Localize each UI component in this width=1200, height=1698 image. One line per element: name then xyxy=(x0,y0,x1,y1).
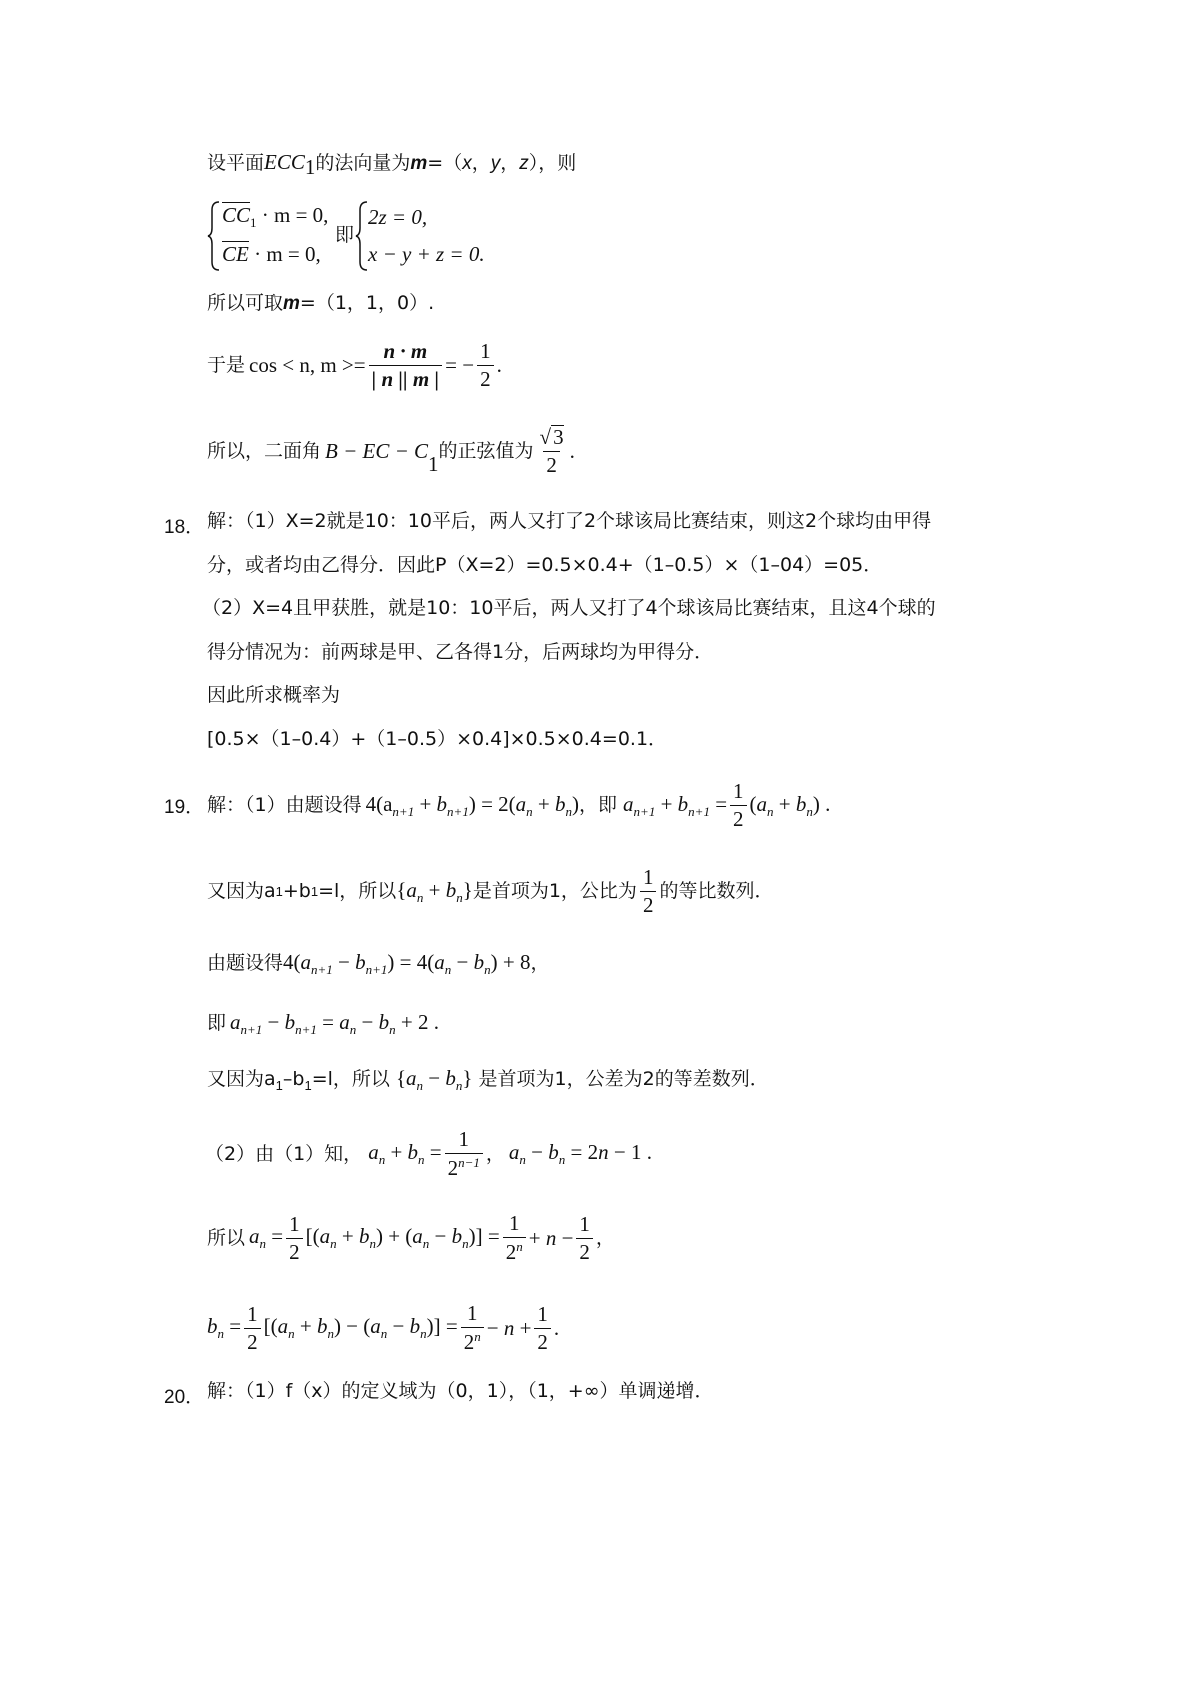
p19-ratio-fraction: $\frac{1}{2}$ xyxy=(640,866,657,917)
p19-line-1: 解：（1）由题设得 $4(a_{n+1} + b_{n+1}) = 2(a_n + b_n)$ ， 即 $a_{n+1} + b_{n+1}$ = $\frac{1}{2}$ $(a_n + b_n)$ . xyxy=(207,779,831,832)
system-right-eq-2: x − y + z = 0. xyxy=(368,242,485,266)
plane-normal-line: 设平面$ECC_1$的法向量为m=（x，y，z），则 xyxy=(207,150,577,179)
p19-line-5: 又因为$a_1-b_1=l$，所以 $\{a_n - b_n\}$ 是首项为1，公差为2的等差数列． xyxy=(207,1066,769,1094)
p19-bn-half: $\frac{1}{2}$ xyxy=(244,1303,261,1354)
system-connector: 即 xyxy=(335,224,355,246)
p20-line-1: 解：（1）f（x）的定义域为（0，1），（1，+∞）单调递增． xyxy=(207,1380,714,1402)
system-right-eq-1: 2z = 0, xyxy=(368,205,428,229)
p19-line-2: 又因为a 1 +b 1 =l，所以 $\{a_n + b_n\}$ 是首项为1，公比为 $\frac{1}{2}$ 的等比数列． xyxy=(207,865,774,918)
p19-an-pow: $\frac{1}{2^n}$ xyxy=(503,1212,526,1264)
problem-20-label: 20． xyxy=(164,1387,205,1408)
p18-line-5: 因此所求概率为 xyxy=(207,684,341,706)
cosine-line: 于是 cos < n, m >= $\frac{n \cdot m}{| n || m |}$ = − $\frac{1}{2}$ . xyxy=(207,339,502,392)
system-left-eq-1: $CC_1 \cdot m = 0$, xyxy=(222,203,329,231)
dihedral-sine-line: 所以，二面角 B − EC − C 1 的正弦值为 $\frac{√3}{2}$ . xyxy=(207,425,575,478)
sqrt3-over-2-fraction: $\frac{√3}{2}$ xyxy=(539,425,564,478)
choose-m-line: 所以可取m=（1，1，0）. xyxy=(207,292,435,314)
cosine-fraction: $\frac{n \cdot m}{| n || m |}$ xyxy=(369,340,443,391)
system-left-eq-2: CE · m = 0, xyxy=(222,242,321,266)
left-brace xyxy=(207,200,221,272)
p19-line-7: 所以 $a_n$ = $\frac{1}{2}$ $[(a_n + b_n) + (a_n - b_n)]$ = $\frac{1}{2^n}$ + n − $\frac{1}{2}$ ， xyxy=(207,1211,615,1265)
problem-19-label: 19． xyxy=(164,797,205,818)
p18-line-1: 解：（1）X=2就是10：10平后，两人又打了2个球该局比赛结束，则这2个球均由甲得 xyxy=(207,510,932,532)
p19-line-4: 即 $a_{n+1} - b_{n+1} = a_n - b_n + 2$ . xyxy=(207,1010,439,1038)
p19-bn-half-2: $\frac{1}{2}$ xyxy=(534,1303,551,1354)
p19-half-1: $\frac{1}{2}$ xyxy=(730,780,747,831)
p18-line-2: 分，或者均由乙得分．因此P（X=2）=0.5×0.4+（1–0.5）×（1–04）=05． xyxy=(207,554,883,576)
p19-line-6: （2）由（1）知， $a_n + b_n$ = $\frac{1}{2^{n-1}}$ ， $a_n - b_n = 2n - 1$ . xyxy=(205,1127,652,1181)
sqrt-sign: √ xyxy=(539,425,552,449)
p19-an-half: $\frac{1}{2}$ xyxy=(286,1213,303,1264)
p19-bn-pow: $\frac{1}{2^n}$ xyxy=(461,1302,484,1354)
p18-line-6: [0.5×（1–0.4）+（1–0.5）×0.4]×0.5×0.4=0.1． xyxy=(207,728,668,750)
p19-geom-term: $\frac{1}{2^{n-1}}$ xyxy=(445,1128,483,1180)
problem-18-label: 18． xyxy=(164,517,205,538)
p19-line-3: 由题设得$4(a_{n+1} - b_{n+1}) = 4(a_n - b_n) + 8$， xyxy=(207,950,550,978)
p18-line-4: 得分情况为：前两球是甲、乙各得1分，后两球均为甲得分． xyxy=(207,641,714,663)
p18-line-3: （2）X=4且甲获胜，就是10：10平后，两人又打了4个球该局比赛结束，且这4个球的 xyxy=(202,597,936,619)
right-brace xyxy=(355,200,369,272)
p19-an-half-2: $\frac{1}{2}$ xyxy=(576,1213,593,1264)
half-fraction: $\frac{1}{2}$ xyxy=(477,340,494,391)
p19-line-8: $b_n$ = $\frac{1}{2}$ $[(a_n + b_n) - (a_n - b_n)]$ = $\frac{1}{2^n}$ − n + $\frac{1}{2}$ . xyxy=(207,1301,560,1355)
